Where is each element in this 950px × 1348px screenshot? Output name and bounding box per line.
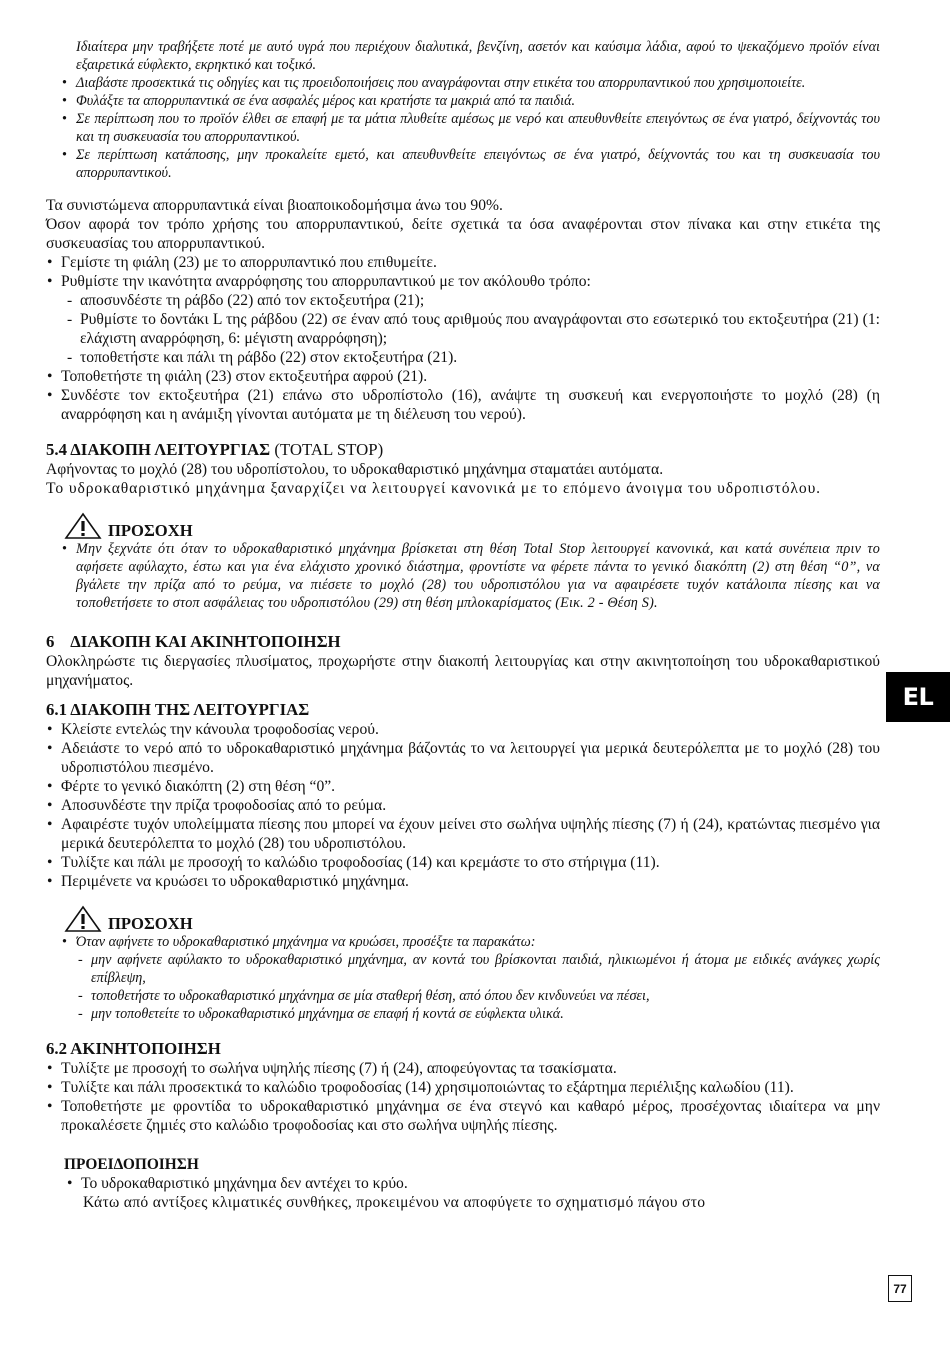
section-title: ΔΙΑΚΟΠΗ ΚΑΙ ΑΚΙΝΗΤΟΠΟΙΗΣΗ	[70, 632, 341, 651]
notice-title: ΠΡΟΕΙΔΟΠΟΙΗΣΗ	[64, 1156, 199, 1173]
warning-heading	[64, 512, 880, 540]
section-heading	[46, 700, 880, 720]
warning-heading	[64, 905, 880, 933]
section-6-2	[46, 1039, 880, 1135]
section-number: 6.1	[46, 700, 67, 719]
list-item: • Τυλίξτε και πάλι με προσοχή το καλώδιο τροφοδοσίας (14) και κρεμάστε το στο στήριγμα (11).	[46, 853, 880, 872]
warning-triangle-icon	[64, 905, 102, 933]
paragraph: Ολοκληρώστε τις διεργασίες πλυσίματος, προχωρήστε στην διακοπή λειτουργίας και στην ακινητοποίηση του υδροκαθαριστικού μηχανήματος.	[46, 653, 880, 689]
section-6	[46, 632, 880, 690]
paragraph: Το υδροκαθαριστικό μηχάνημα ξαναρχίζει να λειτουργεί κανονικά με το επόμενο άνοιγμα του υδροπιστόλου.	[46, 480, 821, 497]
list-item: • Γεμίστε τη φιάλη (23) με το απορρυπαντικό που επιθυμείτε.	[46, 253, 880, 272]
page-number: 77	[888, 1275, 912, 1302]
safety-notes	[46, 38, 880, 182]
list-item: • Το υδροκαθαριστικό μηχάνημα δεν αντέχει το κρύο.	[66, 1174, 880, 1193]
list-item: • Αδειάστε το νερό από το υδροκαθαριστικό μηχάνημα βάζοντάς το να λειτουργεί για μερικά δευτερόλεπτα με το μοχλό (28) του υδροπιστόλου πιεσμένο.	[46, 739, 880, 777]
list-item: • Κλείστε εντελώς την κάνουλα τροφοδοσίας νερού.	[46, 720, 880, 739]
section-number: 5.4	[46, 440, 67, 459]
section-heading	[46, 632, 880, 652]
notice-block	[46, 1155, 880, 1212]
warning-item: • Όταν αφήνετε το υδροκαθαριστικό μηχάνημα να κρυώσει, προσέξτε τα παρακάτω:	[46, 933, 880, 951]
section-title: ΑΚΙΝΗΤΟΠΟΙΗΣΗ	[70, 1039, 221, 1058]
warning-sub-item: - μην τοποθετείτε το υδροκαθαριστικό μηχάνημα σε επαφή ή κοντά σε εύφλεκτα υλικά.	[46, 1005, 880, 1023]
sub-list-item: - αποσυνδέστε τη ράβδο (22) από τον εκτοξευτήρα (21);	[46, 291, 880, 310]
sub-list-item: - Ρυθμίστε το δοντάκι L της ράβδου (22) σε έναν από τους αριθμούς που αναγράφονται στο εσωτερικό του εκτοξευτήρα (21) (1: ελάχιστη αναρρόφηση, 6: μέγιστη αναρρόφηση);	[46, 310, 880, 348]
list-item: • Τοποθετήστε με φροντίδα το υδροκαθαριστικό μηχάνημα σε ένα στεγνό και καθαρό μέρος, προσέχοντας ιδιαίτερα να μην προκαλέσετε ζημιές στο καλώδιο τροφοδοσίας και στο σωλήνα υψηλής πίεσης.	[46, 1097, 880, 1135]
list-item: • Αφαιρέστε τυχόν υπολείμματα πίεσης που μπορεί να έχουν μείνει στο σωλήνα υψηλής πίεσης (7) ή (24), κρατώντας πιεσμένο για μερικά δευτερόλεπτα το μοχλό (28) του υδροπιστόλου.	[46, 815, 880, 853]
list-item: • Διαβάστε προσεκτικά τις οδηγίες και τις προειδοποιήσεις που αναγράφονται στην ετικέτα του απορρυπαντικού που χρησιμοποιείτε.	[46, 74, 880, 92]
list-item: • Περιμένετε να κρυώσει το υδροκαθαριστικό μηχάνημα.	[46, 872, 880, 891]
detergent-instructions	[46, 196, 880, 424]
list-item: • Ρυθμίστε την ικανότητα αναρρόφησης του απορρυπαντικού με τον ακόλουθο τρόπο:	[46, 272, 880, 291]
manual-page	[46, 38, 880, 1212]
warning-triangle-icon	[64, 512, 102, 540]
section-title: ΔΙΑΚΟΠΗ ΛΕΙΤΟΥΡΓΙΑΣ	[70, 440, 271, 459]
paragraph: Κάτω από αντίξοες κλιματικές συνθήκες, προκειμένου να αποφύγετε το σχηματισμό πάγου στο	[83, 1194, 706, 1211]
section-number: 6	[46, 632, 55, 651]
warning-sub-item: - μην αφήνετε αφύλακτο το υδροκαθαριστικό μηχάνημα, αν κοντά του βρίσκονται παιδιά, ηλικιωμένοι ή άτομα με ειδικές ανάγκες χωρίς επίβλεψη,	[46, 951, 880, 987]
paragraph: Τα συνιστώμενα απορρυπαντικά είναι βιοαποικοδομήσιμα άνω του 90%.	[46, 197, 503, 214]
section-title: ΔΙΑΚΟΠΗ ΤΗΣ ΛΕΙΤΟΥΡΓΙΑΣ	[70, 700, 310, 719]
warning-sub-item: - τοποθετήστε το υδροκαθαριστικό μηχάνημα σε μία σταθερή θέση, από όπου δεν κινδυνεύει να πέσει,	[46, 987, 880, 1005]
list-item: • Συνδέστε τον εκτοξευτήρα (21) επάνω στο υδροπίστολο (16), ανάψτε τη συσκευή και ενεργοποιήστε το μοχλό (28) (η αναρρόφηση και η ανάμιξη γίνονται αυτόματα με τη διέλευση του νερού).	[46, 386, 880, 424]
warning-item: • Μην ξεχνάτε ότι όταν το υδροκαθαριστικό μηχάνημα βρίσκεται στη θέση Total Stop λειτουργεί κανονικά, και κατά συνέπεια πριν το αφήσετε αφύλαχτο, έστω και για ένα ελάχιστο χρονικό διάστημα, φροντίστε να φέρετε πάντα το γενικό διακόπτη (2) στη θέση “0”, να βγάλετε την πρίζα από το ρεύμα, να πιέσετε το μοχλό (28) του υδροπιστόλου για να αφαιρέσετε τυχόν κατάλοιπα πίεσης και να τοποθετήσετε το στοπ ασφάλειας του υδροπιστόλου (29) στη θέση μπλοκαρίσματος (Εικ. 2 - Θέση S).	[46, 540, 880, 612]
list-item: • Φέρτε το γενικό διακόπτη (2) στη θέση “0”.	[46, 777, 880, 796]
list-item: • Τοποθετήστε τη φιάλη (23) στον εκτοξευτήρα αφρού (21).	[46, 367, 880, 386]
section-title-suffix: (TOTAL STOP)	[274, 440, 384, 459]
list-item: • Σε περίπτωση κατάποσης, μην προκαλείτε εμετό, και απευθυνθείτε επειγόντως σε ένα γιατρό, δείχνοντάς του και τη συσκευασία του απορρυπαντικού.	[46, 146, 880, 182]
list-item: • Σε περίπτωση που το προϊόν έλθει σε επαφή με τα μάτια πλυθείτε αμέσως με νερό και απευθυνθείτε επειγόντως σε ένα γιατρό, δείχνοντάς του και τη συσκευασία του απορρυπαντικού.	[46, 110, 880, 146]
section-heading	[46, 440, 880, 460]
paragraph: Αφήνοντας το μοχλό (28) του υδροπίστολου, το υδροκαθαριστικό μηχάνημα σταματάει αυτόματα.	[46, 461, 664, 478]
section-6-1	[46, 700, 880, 1023]
warning-title: ΠΡΟΣΟΧΗ	[108, 521, 193, 540]
section-number: 6.2	[46, 1039, 67, 1058]
language-tab: EL	[886, 672, 950, 722]
section-heading	[46, 1039, 880, 1059]
warning-title: ΠΡΟΣΟΧΗ	[108, 914, 193, 933]
solvent-warning-text: Ιδιαίτερα μην τραβήξετε ποτέ με αυτό υγρά που περιέχουν διαλυτικά, βενζίνη, ασετόν και καύσιμα λάδια, αφού το ψεκαζόμενο προϊόν είναι εξαιρετικά εύφλεκτο, εκρηκτικό και τοξικό.	[76, 39, 880, 73]
section-5-4	[46, 440, 880, 612]
list-item: • Αποσυνδέστε την πρίζα τροφοδοσίας από το ρεύμα.	[46, 796, 880, 815]
list-item: • Τυλίξτε με προσοχή το σωλήνα υψηλής πίεσης (7) ή (24), αποφεύγοντας τα τσακίσματα.	[46, 1059, 880, 1078]
list-item: • Τυλίξτε και πάλι προσεκτικά το καλώδιο τροφοδοσίας (14) χρησιμοποιώντας το εξάρτημα περιέλιξης καλωδίου (11).	[46, 1078, 880, 1097]
list-item: • Φυλάξτε τα απορρυπαντικά σε ένα ασφαλές μέρος και κρατήστε τα μακριά από τα παιδιά.	[46, 92, 880, 110]
sub-list-item: - τοποθετήστε και πάλι τη ράβδο (22) στον εκτοξευτήρα (21).	[46, 348, 880, 367]
paragraph: Όσον αφορά τον τρόπο χρήσης του απορρυπαντικού, δείτε σχετικά τα όσα αναφέρονται στον πίνακα και στην ετικέτα της συσκευασίας του απορρυπαντικού.	[46, 216, 880, 252]
